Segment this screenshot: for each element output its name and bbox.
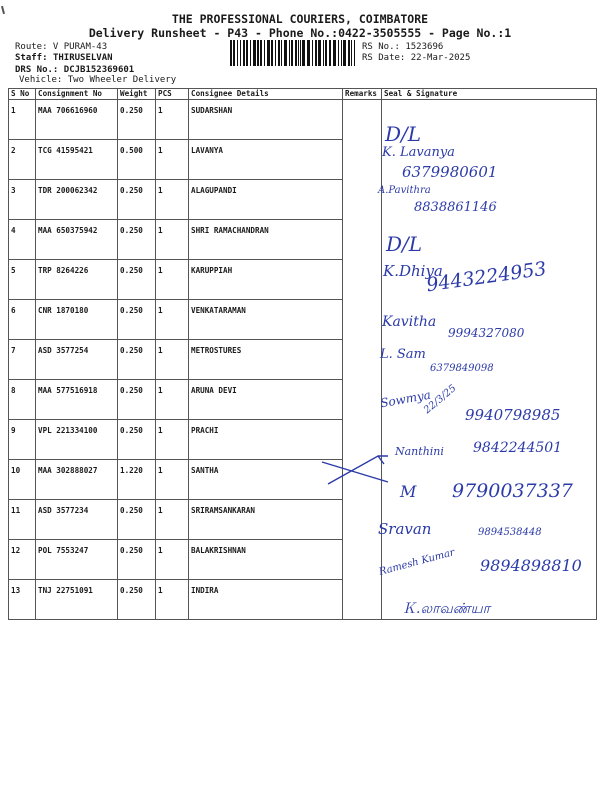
cell-consignment: POL 7553247	[36, 540, 118, 580]
handwritten-phone: 9894538448	[478, 527, 542, 538]
barcode-bar	[338, 40, 339, 66]
barcode-bar	[284, 40, 287, 66]
cell-consignment: MAA 706616960	[36, 100, 118, 140]
cell-consignee: INDIRA	[189, 580, 343, 620]
barcode-bar	[302, 40, 305, 66]
cell-consignee: SUDARSHAN	[189, 100, 343, 140]
handwritten-signature: K.Dhiya	[383, 262, 443, 280]
handwritten-phone: 9842244501	[473, 440, 563, 456]
cell-weight: 0.250	[118, 260, 156, 300]
cell-weight: 0.500	[118, 140, 156, 180]
drs-line	[15, 65, 134, 75]
cell-pcs: 1	[156, 300, 189, 340]
cell-weight: 0.250	[118, 340, 156, 380]
cell-sno: 1	[9, 100, 36, 140]
runsheet-table	[8, 88, 597, 620]
cell-weight: 0.250	[118, 500, 156, 540]
cell-weight: 0.250	[118, 300, 156, 340]
rs-number: RS No.: 1523696	[362, 42, 444, 52]
drs-value: DCJB152369601	[63, 65, 135, 75]
cell-consignment: MAA 302888027	[36, 460, 118, 500]
barcode-bar	[291, 40, 293, 66]
cell-consignee: ARUNA DEVI	[189, 380, 343, 420]
handwritten-signature: Nanthini	[395, 445, 444, 458]
barcode-bar	[240, 40, 241, 66]
handwritten-signature: K. Lavanya	[382, 145, 455, 160]
cell-pcs: 1	[156, 340, 189, 380]
cell-consignment: TRP 8264226	[36, 260, 118, 300]
handwritten-signature: D/L	[386, 232, 423, 256]
cell-remarks	[343, 300, 382, 340]
cell-consignee: LAVANYA	[189, 140, 343, 180]
rs-date: RS Date: 22-Mar-2025	[362, 53, 471, 63]
table-header-row	[9, 89, 597, 100]
barcode-bar	[307, 40, 310, 66]
runsheet-subtitle: Delivery Runsheet - P43 - Phone No.:0422-3505555 - Page No.:1	[88, 26, 512, 40]
handwritten-phone: 9443224953	[425, 257, 548, 297]
cell-consignee: SHRI RAMACHANDRAN	[189, 220, 343, 260]
barcode-bar	[333, 40, 336, 66]
cell-consignee: ALAGUPANDI	[189, 180, 343, 220]
cell-pcs: 1	[156, 580, 189, 620]
barcode-bar	[250, 40, 251, 66]
barcode-bar	[237, 40, 238, 66]
table-row	[9, 220, 597, 260]
cell-pcs: 1	[156, 180, 189, 220]
barcode-bar	[295, 40, 297, 66]
handwritten-date: 22/3/25	[421, 382, 459, 417]
cell-remarks	[343, 220, 382, 260]
barcode-bar	[323, 40, 324, 66]
drs-label: DRS No.:	[15, 65, 59, 75]
cell-remarks	[343, 100, 382, 140]
handwritten-signature: Sravan	[378, 520, 432, 538]
barcode-bar	[243, 40, 245, 66]
col-remarks: Remarks	[343, 89, 382, 100]
handwritten-phone: 9894898810	[480, 556, 582, 575]
cell-pcs: 1	[156, 540, 189, 580]
table-row	[9, 340, 597, 380]
cell-weight: 0.250	[118, 420, 156, 460]
barcode-bar	[233, 40, 235, 66]
col-weight: Weight	[118, 89, 156, 100]
barcode-bar	[264, 40, 265, 66]
handwritten-signature: Ｋ.லாவண்யா	[402, 601, 490, 617]
barcode-bar	[298, 40, 299, 66]
barcode-bar	[246, 40, 248, 66]
barcode-bar	[318, 40, 321, 66]
cell-remarks	[343, 380, 382, 420]
barcode-bar	[351, 40, 352, 66]
cell-consignee: SRIRAMSANKARAN	[189, 500, 343, 540]
cell-pcs: 1	[156, 380, 189, 420]
handwritten-phone: 9790037337	[452, 480, 573, 502]
cell-weight: 0.250	[118, 100, 156, 140]
barcode-bar	[253, 40, 256, 66]
handwritten-phone: 6379980601	[402, 163, 498, 181]
barcode-bar	[278, 40, 280, 66]
barcode-bar	[260, 40, 262, 66]
cell-consignment: TDR 200062342	[36, 180, 118, 220]
company-title: THE PROFESSIONAL COURIERS, COIMBATORE	[171, 12, 429, 26]
cell-weight: 0.250	[118, 580, 156, 620]
cell-sno: 9	[9, 420, 36, 460]
handwritten-phone: 9994327080	[448, 326, 525, 340]
col-consignment: Consignment No	[36, 89, 118, 100]
cell-weight: 0.250	[118, 180, 156, 220]
cell-sno: 12	[9, 540, 36, 580]
cell-consignee: METROSTURES	[189, 340, 343, 380]
cell-pcs: 1	[156, 100, 189, 140]
handwritten-initials: M	[400, 482, 417, 501]
staff-line	[15, 53, 113, 63]
handwritten-phone: 9940798985	[465, 406, 561, 424]
barcode-bar	[348, 40, 350, 66]
barcode-bar	[275, 40, 276, 66]
cell-pcs: 1	[156, 140, 189, 180]
barcode-bar	[315, 40, 317, 66]
cell-sno: 13	[9, 580, 36, 620]
cell-pcs: 1	[156, 460, 189, 500]
barcode-bar	[325, 40, 327, 66]
cell-sno: 7	[9, 340, 36, 380]
barcode-bar	[300, 40, 301, 66]
staff-label: Staff:	[15, 53, 48, 63]
cell-consignee: BALAKRISHNAN	[189, 540, 343, 580]
cell-sno: 10	[9, 460, 36, 500]
handwritten-signature: Kavitha	[382, 314, 437, 330]
barcode-bar	[341, 40, 342, 66]
handwritten-phone: 6379849098	[430, 363, 494, 374]
cell-remarks	[343, 500, 382, 540]
cell-remarks	[343, 540, 382, 580]
handwritten-phone: 8838861146	[414, 200, 497, 215]
handwritten-arrow	[320, 448, 395, 488]
cell-sno: 4	[9, 220, 36, 260]
cell-consignee: KARUPPIAH	[189, 260, 343, 300]
table-row	[9, 100, 597, 140]
cell-sno: 2	[9, 140, 36, 180]
cell-pcs: 1	[156, 260, 189, 300]
cell-consignee: PRACHI	[189, 420, 343, 460]
barcode-bar	[267, 40, 270, 66]
barcode-bar	[343, 40, 346, 66]
barcode-bar	[257, 40, 259, 66]
barcode-bar	[289, 40, 290, 66]
cell-pcs: 1	[156, 220, 189, 260]
cell-consignment: ASD 3577234	[36, 500, 118, 540]
barcode-bar	[230, 40, 232, 66]
cell-remarks	[343, 140, 382, 180]
cell-sno: 11	[9, 500, 36, 540]
cell-remarks	[343, 340, 382, 380]
barcode	[230, 40, 355, 66]
barcode-bar	[281, 40, 282, 66]
col-signature: Seal & Signature	[382, 89, 597, 100]
col-sno: S No	[9, 89, 36, 100]
cell-weight: 0.250	[118, 380, 156, 420]
cell-pcs: 1	[156, 500, 189, 540]
col-consignee: Consignee Details	[189, 89, 343, 100]
table-row	[9, 140, 597, 180]
cell-remarks	[343, 180, 382, 220]
cell-weight: 0.250	[118, 540, 156, 580]
cell-sno: 3	[9, 180, 36, 220]
cell-sno: 6	[9, 300, 36, 340]
table-row	[9, 580, 597, 620]
cell-consignment: ASD 3577254	[36, 340, 118, 380]
barcode-bar	[271, 40, 273, 66]
barcode-bar	[354, 40, 355, 66]
col-pcs: PCS	[156, 89, 189, 100]
staff-value: THIRUSELVAN	[52, 53, 113, 63]
cell-weight: 0.250	[118, 220, 156, 260]
handwritten-signature: A.Pavithra	[378, 185, 431, 196]
handwritten-signature: Ramesh Kumar	[377, 547, 456, 578]
cell-consignment: MAA 577516918	[36, 380, 118, 420]
cell-consignment: CNR 1870180	[36, 300, 118, 340]
vehicle-label: Vehicle: Two Wheeler Delivery	[19, 75, 177, 85]
cell-weight: 1.220	[118, 460, 156, 500]
cell-consignee: VENKATARAMAN	[189, 300, 343, 340]
cell-remarks	[343, 260, 382, 300]
cell-consignee: SANTHA	[189, 460, 343, 500]
cell-consignment: TNJ 22751091	[36, 580, 118, 620]
handwritten-signature: D/L	[385, 122, 422, 146]
cell-consignment: MAA 650375942	[36, 220, 118, 260]
handwritten-signature: Sowmya	[379, 387, 432, 411]
cell-consignment: VPL 221334100	[36, 420, 118, 460]
barcode-bar	[312, 40, 313, 66]
table-row	[9, 180, 597, 220]
route-label: Route: V PURAM-43	[15, 42, 108, 52]
barcode-bar	[329, 40, 331, 66]
cell-remarks	[343, 580, 382, 620]
cell-pcs: 1	[156, 420, 189, 460]
cell-sno: 5	[9, 260, 36, 300]
cell-sno: 8	[9, 380, 36, 420]
handwritten-signature: L. Sam	[380, 347, 426, 362]
cell-consignment: TCG 41595421	[36, 140, 118, 180]
